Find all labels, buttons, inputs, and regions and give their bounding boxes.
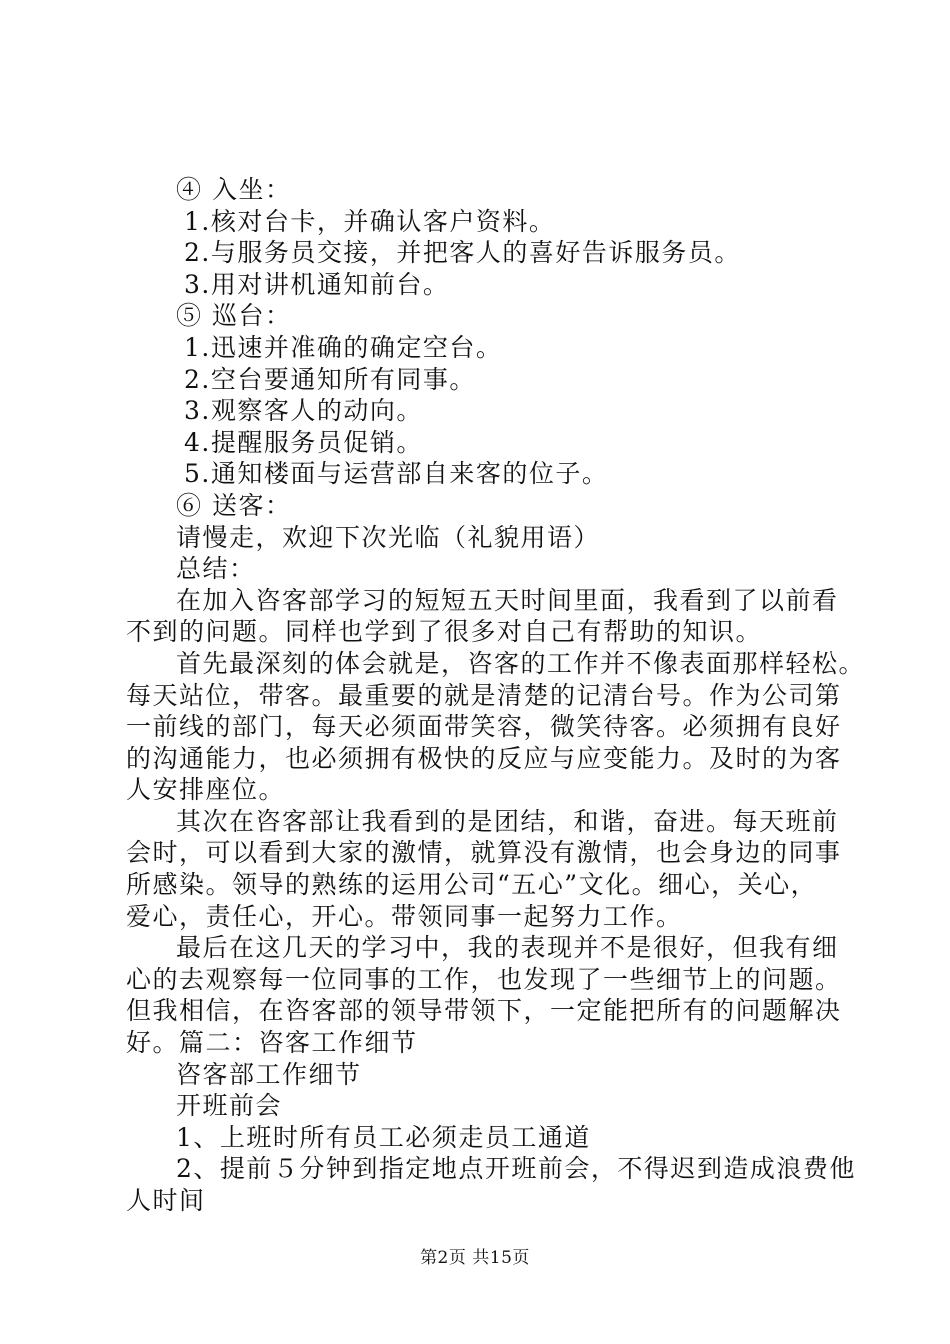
section-title: 咨客部工作细节	[176, 1059, 362, 1089]
paragraph-line: 爱心，责任心，开心。带领同事一起努力工作。	[126, 901, 683, 931]
paragraph-line: 但我相信，在咨客部的领导带领下，一定能把所有的问题解决	[126, 996, 842, 1026]
list-item: 2、提前５分钟到指定地点开班前会，不得迟到造成浪费他	[176, 1154, 856, 1184]
paragraph-line: 心的去观察每一位同事的工作，也发现了一些细节上的问题。	[126, 964, 842, 994]
paragraph-line: 其次在咨客部让我看到的是团结，和谐，奋进。每天班前	[176, 806, 839, 836]
paragraph-line: 所感染。领导的熟练的运用公司“五心”文化。细心，关心，	[126, 870, 818, 900]
paragraph-line: 不到的问题。同样也学到了很多对自己有帮助的知识。	[126, 617, 763, 647]
list-item: 3.观察客人的动向。	[184, 396, 423, 426]
page-footer: 第2页 共15页	[420, 1248, 530, 1268]
list-item: 2.与服务员交接，并把客人的喜好告诉服务员。	[184, 238, 741, 268]
paragraph-line: 最后在这几天的学习中，我的表现并不是很好，但我有细	[176, 933, 839, 963]
paragraph-line: 每天站位，带客。最重要的就是清楚的记清台号。作为公司第	[126, 680, 842, 710]
text-line: 请慢走，欢迎下次光临（礼貌用语）	[176, 522, 601, 552]
list-item: 1.核对台卡，并确认客户资料。	[184, 206, 556, 236]
paragraph-line: 一前线的部门，每天必须面带笑容，微笑待客。必须拥有良好	[126, 712, 842, 742]
section-heading-seating: ④ 入坐：	[176, 175, 292, 204]
list-item: 2.空台要通知所有同事。	[184, 364, 476, 394]
list-item: 1.迅速并准确的确定空台。	[184, 332, 503, 362]
paragraph-line: 人时间	[126, 1186, 206, 1215]
paragraph-line: 在加入咨客部学习的短短五天时间里面，我看到了以前看	[176, 585, 839, 615]
section-heading-summary: 总结：	[176, 554, 256, 584]
paragraph-line: 首先最深刻的体会就是，咨客的工作并不像表面那样轻松。	[176, 648, 866, 678]
paragraph-line: 人安排座位。	[126, 775, 286, 805]
section-subtitle: 开班前会	[176, 1091, 283, 1121]
list-item: 1、上班时所有员工必须走员工通道	[176, 1122, 591, 1152]
section-heading-farewell: ⑥ 送客：	[176, 490, 292, 520]
document-body	[126, 174, 866, 1217]
paragraph-line: 会时，可以看到大家的激情，就算没有激情，也会身边的同事	[126, 838, 842, 868]
paragraph-line: 好。篇二：咨客工作细节	[126, 1028, 418, 1058]
paragraph-line: 的沟通能力，也必须拥有极快的反应与应变能力。及时的为客	[126, 743, 842, 773]
list-item: 4.提醒服务员促销。	[184, 427, 423, 457]
list-item: 5.通知楼面与运营部自来客的位子。	[184, 459, 609, 489]
list-item: 3.用对讲机通知前台。	[184, 269, 450, 299]
section-heading-patrol: ⑤ 巡台：	[176, 301, 292, 331]
